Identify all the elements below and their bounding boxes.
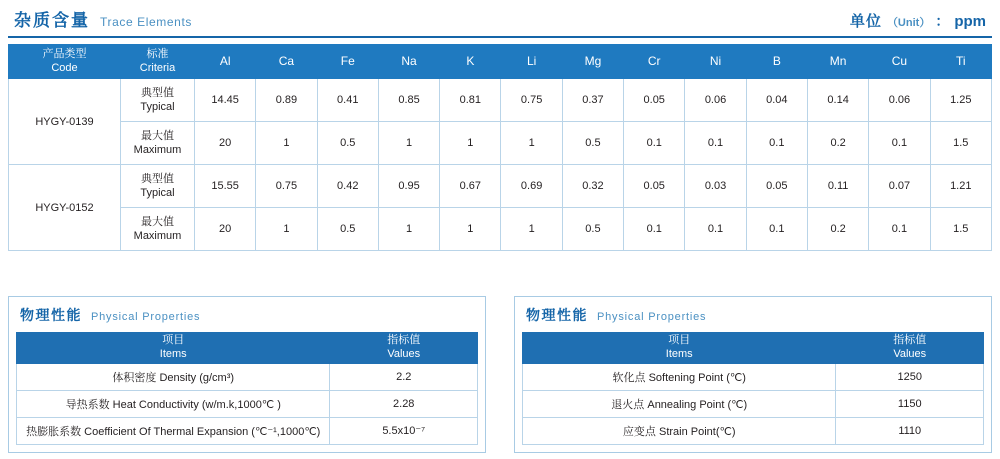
col-header-items [17,333,330,364]
criteria-cn: 典型值 [141,86,174,99]
value-cell: 0.1 [869,208,930,251]
table-row [17,363,478,390]
property-name-cell: 热膨胀系数 Coefficient Of Thermal Expansion (℃⁻¹,1000℃) [17,417,330,444]
value-cell: 0.1 [869,122,930,165]
table-row [523,417,984,444]
section-title-cn: 杂质含量 [14,11,90,30]
value-cell: 0.05 [624,79,685,122]
col-header-code-cn: 产品类型 [42,47,87,60]
product-code-cell: HYGY-0152 [9,165,121,251]
panel-left-header [16,305,478,332]
panel-right-header [522,305,984,332]
value-cell: 0.05 [624,165,685,208]
property-value-cell: 2.2 [330,363,478,390]
property-name-cell: 退火点 Annealing Point (℃) [523,390,836,417]
col-header-element-cu: Cu [869,45,930,79]
col-header-element-mg: Mg [562,45,623,79]
table-header-row [9,45,992,79]
col-header-element-li: Li [501,45,562,79]
table-header-row [17,333,478,364]
col-header-element-k: K [440,45,501,79]
value-cell: 0.1 [624,208,685,251]
value-cell: 0.75 [501,79,562,122]
table-row [17,390,478,417]
col-header-criteria-cn: 标准 [146,47,169,60]
col-header-element-ti: Ti [930,45,991,79]
value-cell: 0.14 [807,79,868,122]
criteria-cn: 最大值 [141,215,174,228]
value-cell: 0.07 [869,165,930,208]
value-cell: 1.21 [930,165,991,208]
value-cell: 1 [256,208,317,251]
table-row [9,208,992,251]
col-header-criteria [121,45,195,79]
value-cell: 20 [195,122,256,165]
table-row [523,390,984,417]
value-cell: 0.67 [440,165,501,208]
unit-label [850,10,986,31]
value-cell: 0.85 [378,79,439,122]
value-cell: 1 [256,122,317,165]
table-row [9,165,992,208]
value-cell: 0.75 [256,165,317,208]
value-cell: 0.5 [562,122,623,165]
property-value-cell: 1110 [836,417,984,444]
value-cell: 1 [440,208,501,251]
unit-label-cn: 单位 [849,13,882,30]
value-cell: 0.69 [501,165,562,208]
value-cell: 0.03 [685,165,746,208]
value-cell: 0.1 [624,122,685,165]
section-title-en: Trace Elements [100,15,192,29]
value-cell: 0.41 [317,79,378,122]
value-cell: 1 [378,122,439,165]
col-header-items-cn: 项目 [668,334,691,346]
property-value-cell: 5.5x10⁻⁷ [330,417,478,444]
panel-left-title-en: Physical Properties [91,311,201,323]
criteria-en: Maximum [133,230,182,242]
table-row [523,363,984,390]
col-header-values [836,333,984,364]
criteria-cell [121,122,195,165]
col-header-element-cr: Cr [624,45,685,79]
value-cell: 1 [440,122,501,165]
value-cell: 1.5 [930,208,991,251]
value-cell: 0.81 [440,79,501,122]
col-header-values-en: Values [893,347,927,360]
property-value-cell: 1250 [836,363,984,390]
value-cell: 0.05 [746,165,807,208]
col-header-values-cn: 指标值 [387,334,421,346]
panel-right-title-en: Physical Properties [597,311,707,323]
value-cell: 0.1 [685,122,746,165]
value-cell: 0.5 [317,122,378,165]
value-cell: 1.5 [930,122,991,165]
unit-colon: ： [935,13,950,29]
property-name-cell: 导热系数 Heat Conductivity (w/m.k,1000℃ ) [17,390,330,417]
physical-properties-panel-right [514,296,992,453]
col-header-element-na: Na [378,45,439,79]
value-cell: 0.1 [746,122,807,165]
value-cell: 0.95 [378,165,439,208]
col-header-values [330,333,478,364]
col-header-items [523,333,836,364]
trace-elements-header [8,6,992,38]
value-cell: 0.5 [317,208,378,251]
value-cell: 0.2 [807,122,868,165]
panel-left-table [16,332,478,445]
criteria-cell [121,165,195,208]
value-cell: 0.5 [562,208,623,251]
criteria-cell [121,208,195,251]
criteria-en: Typical [140,187,175,199]
table-row [17,417,478,444]
col-header-values-cn: 指标值 [893,334,927,346]
value-cell: 1 [501,208,562,251]
criteria-en: Maximum [133,144,182,156]
col-header-element-fe: Fe [317,45,378,79]
value-cell: 0.42 [317,165,378,208]
property-name-cell: 应变点 Strain Point(℃) [523,417,836,444]
property-name-cell: 体积密度 Density (g/cm³) [17,363,330,390]
col-header-values-en: Values [387,347,421,360]
table-row [9,79,992,122]
physical-properties-panel-left [8,296,486,453]
value-cell: 0.37 [562,79,623,122]
col-header-element-b: B [746,45,807,79]
value-cell: 0.32 [562,165,623,208]
trace-elements-section [8,6,992,251]
criteria-en: Typical [140,101,175,113]
value-cell: 1 [501,122,562,165]
value-cell: 1.25 [930,79,991,122]
table-row [9,122,992,165]
value-cell: 0.89 [256,79,317,122]
value-cell: 0.06 [685,79,746,122]
col-header-element-ni: Ni [685,45,746,79]
col-header-code-en: Code [51,61,78,74]
trace-elements-table [8,44,992,251]
value-cell: 0.04 [746,79,807,122]
col-header-code [9,45,121,79]
col-header-element-ca: Ca [256,45,317,79]
value-cell: 0.06 [869,79,930,122]
value-cell: 15.55 [195,165,256,208]
value-cell: 14.45 [195,79,256,122]
physical-properties-panels [8,296,992,453]
value-cell: 0.11 [807,165,868,208]
property-value-cell: 2.28 [330,390,478,417]
criteria-cn: 最大值 [141,129,174,142]
value-cell: 20 [195,208,256,251]
unit-value: ppm [954,13,986,30]
table-header-row [523,333,984,364]
col-header-criteria-en: Criteria [139,61,176,74]
col-header-items-cn: 项目 [162,334,185,346]
col-header-element-mn: Mn [807,45,868,79]
property-value-cell: 1150 [836,390,984,417]
criteria-cell [121,79,195,122]
criteria-cn: 典型值 [141,172,174,185]
col-header-items-en: Items [665,347,693,360]
value-cell: 1 [378,208,439,251]
unit-label-en: （Unit） [886,17,931,29]
col-header-element-al: Al [195,45,256,79]
product-code-cell: HYGY-0139 [9,79,121,165]
value-cell: 0.1 [685,208,746,251]
panel-right-table [522,332,984,445]
value-cell: 0.1 [746,208,807,251]
property-name-cell: 软化点 Softening Point (℃) [523,363,836,390]
panel-left-title-cn: 物理性能 [20,307,82,323]
col-header-items-en: Items [159,347,187,360]
panel-right-title-cn: 物理性能 [526,307,588,323]
value-cell: 0.2 [807,208,868,251]
